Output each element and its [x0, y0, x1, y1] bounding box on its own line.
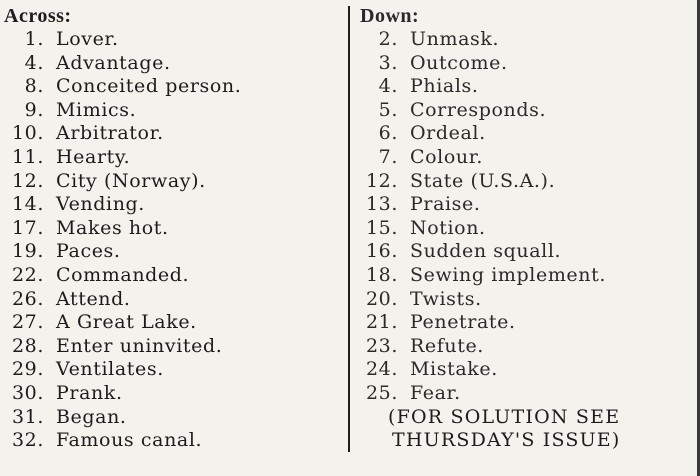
across-clue: [4, 146, 334, 170]
clue-number: 2.: [378, 28, 398, 50]
clue-text: Refute.: [410, 334, 484, 357]
clue-number: 29.: [11, 358, 44, 381]
clue-text: Outcome.: [410, 51, 508, 74]
across-clue: [4, 311, 334, 335]
clue-number: 17.: [11, 216, 44, 239]
across-clue: [4, 75, 334, 99]
clue-number: 8.: [24, 75, 44, 98]
clue-number: 5.: [378, 98, 398, 121]
down-clue: [360, 288, 680, 312]
clue-number: 28.: [11, 334, 44, 357]
down-clue: [360, 264, 680, 288]
clue-number: 32.: [11, 429, 44, 452]
clue-text: Attend.: [56, 287, 131, 310]
clue-text: Began.: [56, 405, 127, 428]
clue-number: 4.: [378, 75, 398, 98]
clue-text: Sewing implement.: [410, 263, 606, 286]
across-heading: Across:: [4, 5, 72, 27]
across-clue: [4, 193, 334, 217]
down-column: [360, 4, 680, 453]
across-clue: [4, 52, 334, 76]
across-clue: [4, 406, 334, 430]
clue-text: Fear.: [410, 381, 461, 404]
down-clue: [360, 358, 680, 382]
solution-note-line2: THURSDAY'S ISSUE): [392, 429, 621, 452]
clue-number: 13.: [365, 193, 398, 216]
clue-text: Vending.: [56, 193, 145, 216]
across-clue: [4, 170, 334, 194]
clue-number: 20.: [365, 287, 398, 310]
down-clue: [360, 146, 680, 170]
across-column: [4, 4, 334, 453]
clue-text: Phials.: [410, 75, 479, 98]
column-divider: [348, 6, 350, 452]
down-clue: [360, 52, 680, 76]
clue-number: 10.: [11, 122, 44, 145]
across-clue: [4, 264, 334, 288]
clue-text: Hearty.: [56, 145, 131, 168]
clue-text: Twists.: [410, 287, 482, 310]
clue-text: Enter uninvited.: [56, 334, 223, 357]
clue-number: 11.: [11, 145, 44, 168]
solution-note-line1: (FOR SOLUTION SEE: [388, 405, 621, 428]
clue-text: Advantage.: [56, 51, 171, 74]
down-clue: [360, 217, 680, 241]
clue-text: Praise.: [410, 193, 481, 216]
down-clue: [360, 382, 680, 406]
clue-text: Arbitrator.: [56, 122, 164, 145]
clue-text: Ventilates.: [56, 358, 164, 381]
across-clue: [4, 217, 334, 241]
clue-number: 12.: [11, 169, 44, 192]
down-clue: [360, 99, 680, 123]
clue-number: 14.: [11, 193, 44, 216]
clue-text: Conceited person.: [56, 75, 242, 98]
clue-text: Mistake.: [410, 358, 498, 381]
clue-number: 15.: [365, 216, 398, 239]
clue-text: Notion.: [410, 216, 486, 239]
clue-number: 22.: [11, 263, 44, 286]
clue-number: 25.: [365, 381, 398, 404]
clue-number: 7.: [378, 145, 398, 168]
across-clue: [4, 288, 334, 312]
across-clue: [4, 28, 334, 52]
down-clue: [360, 28, 680, 52]
clue-number: 1.: [24, 28, 44, 50]
across-clue: [4, 335, 334, 359]
clue-text: Corresponds.: [410, 98, 547, 121]
clue-number: 9.: [24, 98, 44, 121]
down-clue: [360, 240, 680, 264]
clue-text: Lover.: [56, 28, 119, 50]
clue-number: 4.: [24, 51, 44, 74]
across-clue: [4, 99, 334, 123]
down-clue: [360, 311, 680, 335]
clue-text: Unmask.: [410, 28, 500, 50]
clue-text: State (U.S.A.).: [410, 169, 556, 192]
clue-number: 3.: [378, 51, 398, 74]
clue-text: Penetrate.: [410, 311, 516, 334]
clue-text: Mimics.: [56, 98, 137, 121]
clue-text: Sudden squall.: [410, 240, 562, 263]
down-clue: [360, 170, 680, 194]
across-clue: [4, 122, 334, 146]
across-clue: [4, 429, 334, 453]
down-clue: [360, 75, 680, 99]
clue-number: 31.: [11, 405, 44, 428]
clue-number: 16.: [365, 240, 398, 263]
down-clue: [360, 193, 680, 217]
down-clue-list: [360, 28, 680, 406]
clue-number: 12.: [365, 169, 398, 192]
clue-text: Prank.: [56, 381, 123, 404]
clue-number: 26.: [11, 287, 44, 310]
clue-number: 18.: [365, 263, 398, 286]
down-clue: [360, 122, 680, 146]
clue-number: 23.: [365, 334, 398, 357]
clue-text: Famous canal.: [56, 429, 203, 452]
clue-text: Ordeal.: [410, 122, 486, 145]
clue-number: 19.: [11, 240, 44, 263]
clue-text: City (Norway).: [56, 169, 206, 192]
clue-text: Commanded.: [56, 263, 190, 286]
clue-number: 21.: [365, 311, 398, 334]
down-heading: Down:: [360, 5, 420, 27]
across-clue: [4, 382, 334, 406]
clue-text: A Great Lake.: [56, 311, 197, 334]
clue-number: 24.: [365, 358, 398, 381]
across-clue-list: [4, 28, 334, 453]
clue-number: 27.: [11, 311, 44, 334]
clue-number: 6.: [378, 122, 398, 145]
clue-number: 30.: [11, 381, 44, 404]
clue-text: Paces.: [56, 240, 121, 263]
across-clue: [4, 240, 334, 264]
clue-text: Colour.: [410, 145, 483, 168]
across-clue: [4, 358, 334, 382]
clue-text: Makes hot.: [56, 216, 169, 239]
down-clue: [360, 335, 680, 359]
